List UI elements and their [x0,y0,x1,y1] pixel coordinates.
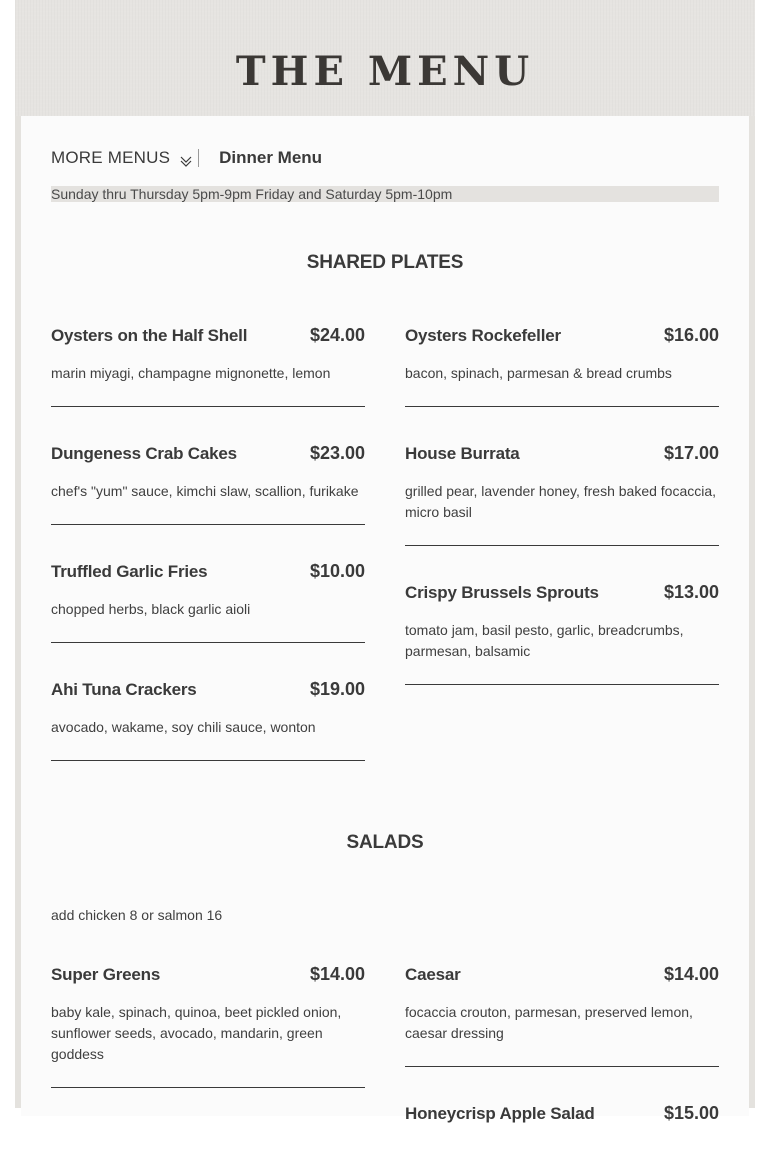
menu-item [405,1086,719,1146]
menu-item [405,565,719,685]
item-price: $17.00 [663,443,719,463]
item-price: $13.00 [663,582,719,602]
salads-right-column [405,947,719,1165]
chevron-down-icon [180,152,192,164]
nav-divider [198,149,199,167]
item-description: chopped herbs, black garlic aioli [51,601,251,617]
item-description: focaccia crouton, parmesan, preserved lemon, caesar dressing [405,1004,693,1041]
more-menus-dropdown[interactable] [51,148,192,168]
item-name: Ahi Tuna Crackers [51,680,197,699]
header-banner [15,0,755,116]
menu-item [51,544,365,643]
item-price: $14.00 [663,964,719,984]
menu-nav [51,146,322,170]
item-name: Honeycrisp Apple Salad [405,1104,595,1123]
item-description: baby kale, spinach, quinoa, beet pickled onion, sunflower seeds, avocado, mandarin, green goddess [51,1004,342,1062]
item-description: bacon, spinach, parmesan & bread crumbs [405,365,672,381]
shared-plates-left-column [51,308,365,780]
more-menus-label: MORE MENUS [51,148,171,167]
item-price: $23.00 [309,443,365,463]
page-title: THE MENU [235,48,535,95]
current-menu-link[interactable]: Dinner Menu [219,148,323,167]
item-description: tomato jam, basil pesto, garlic, breadcrumbs, parmesan, balsamic [405,622,684,659]
section-title-salads: SALADS [346,832,424,853]
item-name: Caesar [405,965,461,984]
item-price: $15.00 [663,1103,719,1123]
salads-note: add chicken 8 or salmon 16 [51,907,223,923]
item-price: $19.00 [309,679,365,699]
menu-item [51,947,365,1088]
item-name: Truffled Garlic Fries [51,562,208,581]
item-price: $14.00 [309,964,365,984]
item-name: House Burrata [405,444,520,463]
item-description: chef's "yum" sauce, kimchi slaw, scallion, furikake [51,483,359,499]
item-price: $24.00 [309,325,365,345]
menu-item [51,426,365,525]
item-name: Oysters Rockefeller [405,326,561,345]
item-name: Oysters on the Half Shell [51,326,248,345]
item-price: $16.00 [663,325,719,345]
item-description: marin miyagi, champagne mignonette, lemon [51,365,331,381]
menu-item [405,426,719,546]
shared-plates-right-column [405,308,719,704]
menu-item [405,308,719,407]
menu-item [51,308,365,407]
hours-banner: Sunday thru Thursday 5pm-9pm Friday and Saturday 5pm-10pm [51,186,719,202]
item-name: Super Greens [51,965,161,984]
item-name: Crispy Brussels Sprouts [405,583,599,602]
item-name: Dungeness Crab Cakes [51,444,237,463]
item-price: $10.00 [309,561,365,581]
salads-left-column [51,947,365,1107]
section-title-shared-plates: SHARED PLATES [306,252,464,273]
item-description: grilled pear, lavender honey, fresh baked focaccia, micro basil [405,483,717,520]
menu-item [51,662,365,761]
menu-item [405,947,719,1067]
item-description: avocado, wakame, soy chili sauce, wonton [51,719,316,735]
